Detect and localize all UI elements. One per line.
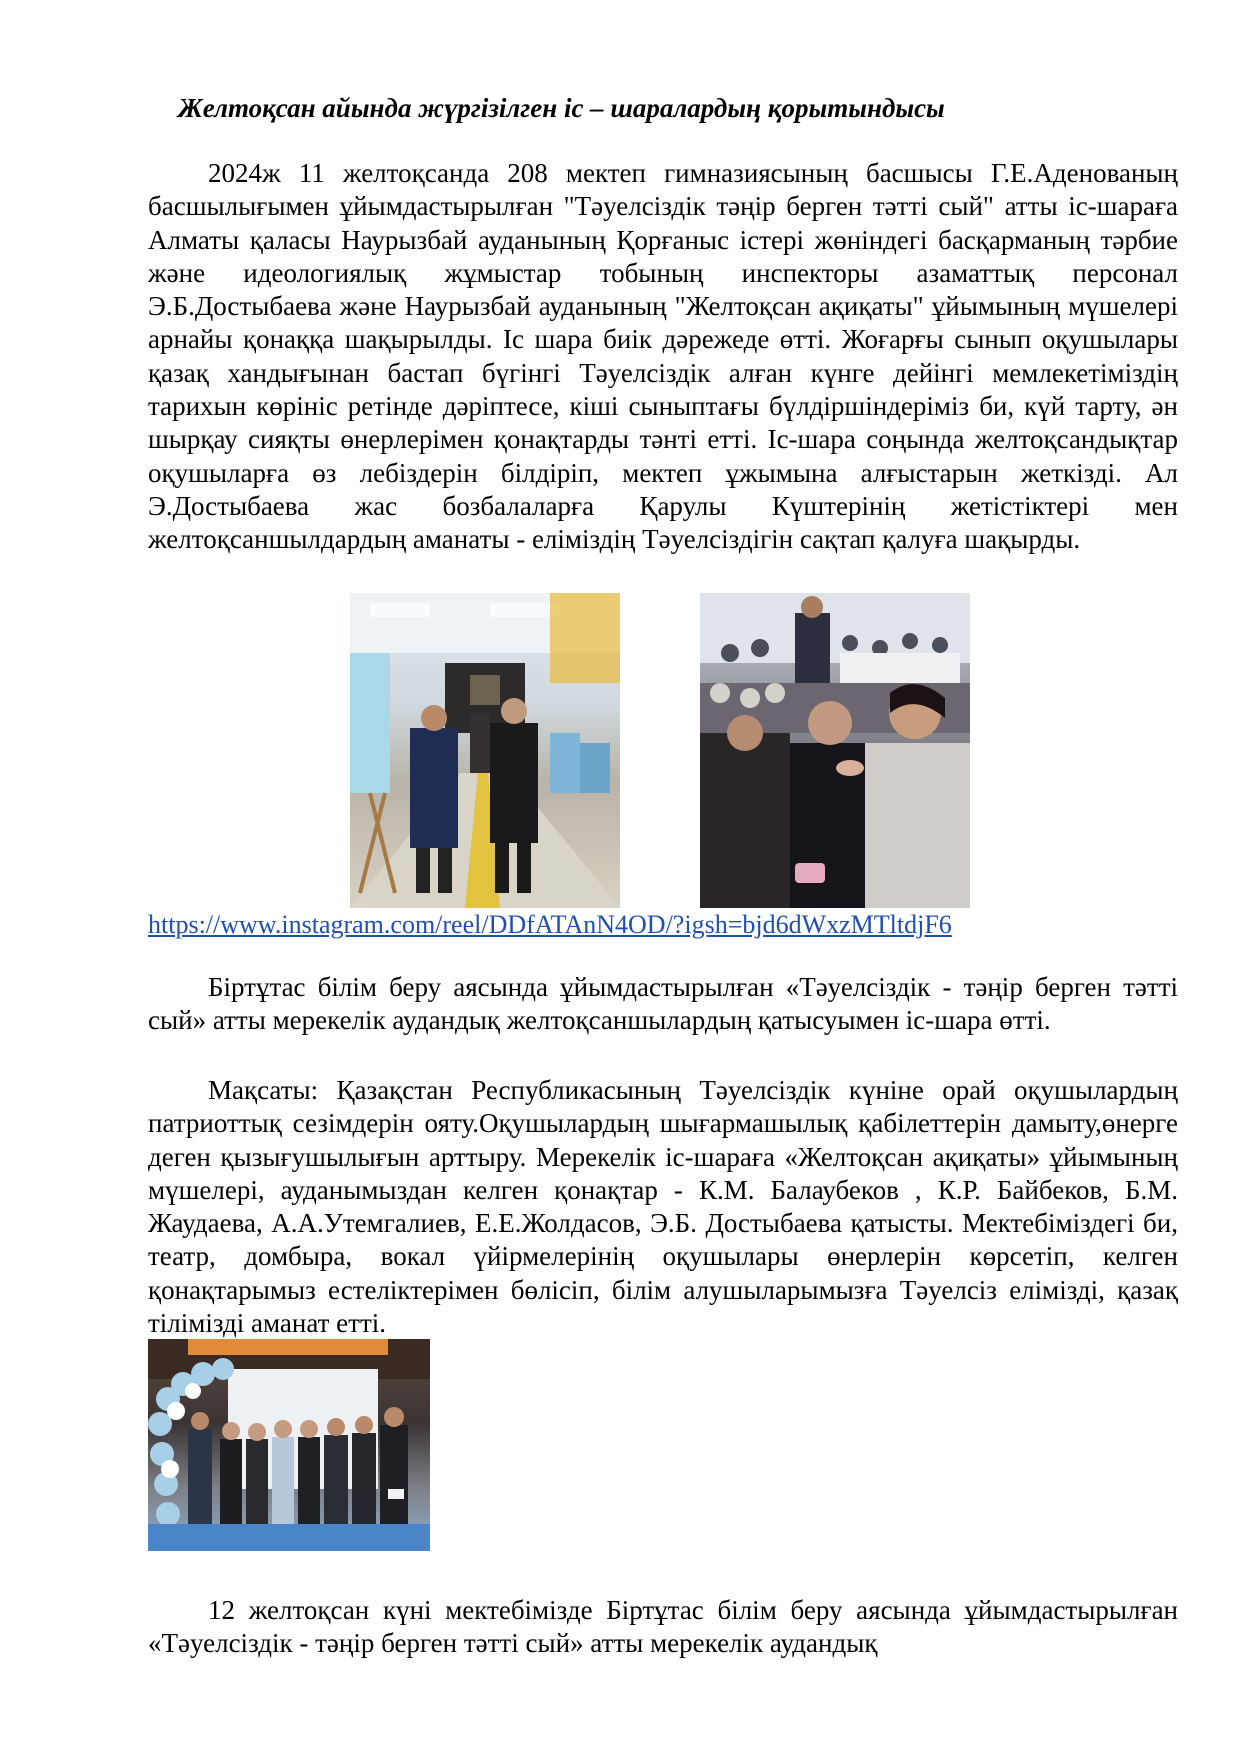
paragraph-december-12: [148, 1594, 1178, 1661]
photo-audience-applause-drawing: [700, 593, 970, 908]
photo-guests-corridor: [350, 593, 620, 908]
photo-group-balloons-drawing: [148, 1339, 430, 1551]
photo-guests-corridor-drawing: [350, 593, 620, 908]
paragraph-goals: [148, 1074, 1178, 1340]
paragraph-text: Біртұтас білім беру аясында ұйымдастырылған «Тәуелсіздік - тәңір берген тәтті сый» атты мерекелік аудандық желтоқсаншылардың қатысуымен іс-шара өтті.: [148, 972, 1178, 1036]
photo-group-balloons: [148, 1339, 430, 1551]
document-title: Желтоқсан айында жүргізілген іс – шаралардың қорытындысы: [178, 93, 945, 123]
paragraph-unified-education: [148, 971, 1178, 1038]
paragraph-text: 12 желтоқсан күні мектебімізде Біртұтас білім беру аясында ұйымдастырылған «Тәуелсіздік - тәңір берген тәтті сый» атты мерекелік аудандық: [148, 1595, 1178, 1659]
paragraph-event-summary: [148, 157, 1178, 557]
instagram-link[interactable]: https://www.instagram.com/reel/DDfATAnN4OD/?igsh=bjd6dWxzMTltdjF6: [148, 910, 952, 939]
photo-audience-applause: [700, 593, 970, 908]
paragraph-text: 2024ж 11 желтоқсанда 208 мектеп гимназиясының басшысы Г.Е.Аденованың басшылығымен ұйымдастырылған "Тәуелсіздік тәңір берген тәтті сый" атты іс-шараға Алматы қаласы Наурызбай ауданының Қорғаныс істері жөніндегі басқарманың тәрбие және идеологиялық жұмыстар тобының инспекторы азаматтық персонал Э.Б.Достыбаева және Наурызбай ауданының "Желтоқсан ақиқаты" ұйымының мүшелері арнайы қонаққа шақырылды. Іс шара биік дәрежеде өтті. Жоғарғы сынып оқушылары қазақ хандығынан бастап бүгінгі Тәуелсіздік алған күнге дейінгі мемлекетіміздің тарихын көрініс ретінде дәріптесе, кіші сыныптағы бүлдіршіндеріміз би, күй тарту, ән шырқау сияқты өнерлерімен қонақтарды тәнті етті. Іс-шара соңында желтоқсандықтар оқушыларға өз лебіздерін білдіріп, мектеп ұжымына алғыстарын жеткізді. Ал Э.Достыбаева жас бозбалаларға Қарулы Күштерінің жетістіктері мен желтоқсаншылдардың аманаты - еліміздің Тәуелсіздігін сақтап қалуға шақырды.: [148, 158, 1178, 555]
paragraph-text: Мақсаты: Қазақстан Республикасының Тәуелсіздік күніне орай оқушылардың патриоттық сезімдерін ояту.Оқушылардың шығармашылық қабілеттерін дамыту,өнерге деген қызығушылығын арттыру. Мерекелік іс-шараға «Желтоқсан ақиқаты» ұйымының мүшелері, ауданымыздан келген қонақтар - К.М. Балаубеков , К.Р. Байбеков, Б.М. Жаудаева, А.А.Утемгалиев, Е.Е.Жолдасов, Э.Б. Достыбаева қатысты. Мектебіміздегі би, театр, домбыра, вокал үйірмелерінің оқушылары өнерлерін көрсетіп, келген қонақтарымыз естеліктерімен бөлісіп, білім алушыларымызға Тәуелсіз елімізді, қазақ тілімізді аманат етті.: [148, 1075, 1178, 1339]
